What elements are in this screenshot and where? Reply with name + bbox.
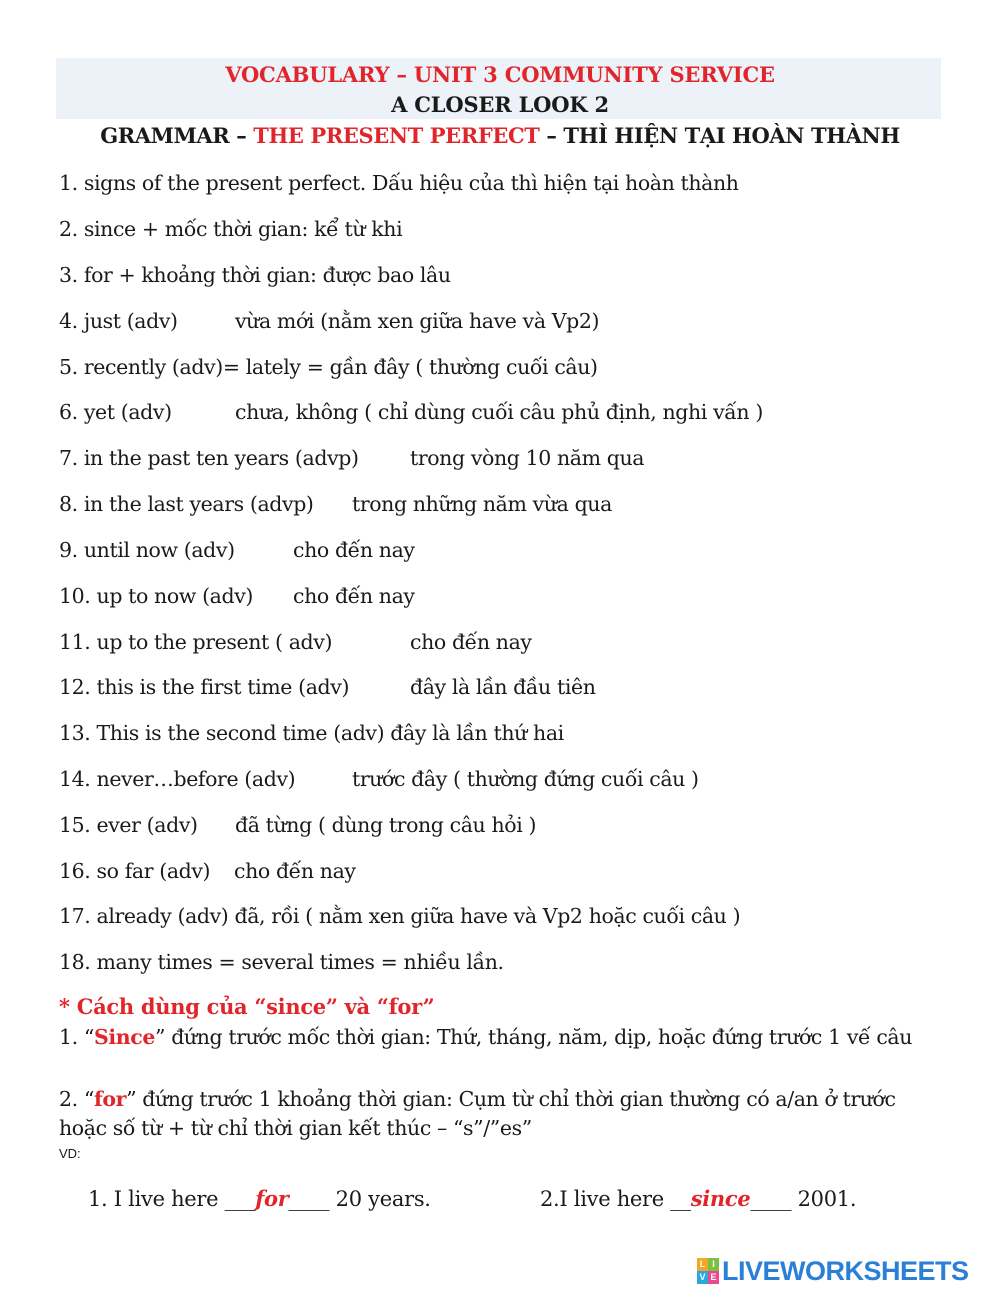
item-meaning: cho đến nay bbox=[293, 584, 415, 608]
item-meaning: đây là lần đầu tiên bbox=[410, 675, 596, 699]
example-2-suffix: ____ 2001. bbox=[750, 1187, 857, 1211]
item-meaning: trong vòng 10 năm qua bbox=[410, 446, 645, 470]
item-meaning: trước đây ( thường đứng cuối câu ) bbox=[352, 767, 699, 791]
item-term: 1. signs of the present perfect. Dấu hiệu của thì hiện tại hoàn thành bbox=[59, 171, 739, 195]
logo-tile: L bbox=[697, 1258, 708, 1271]
grammar-title-suffix: – THÌ HIỆN TẠI HOÀN THÀNH bbox=[539, 123, 900, 148]
answer-blank-for[interactable]: for bbox=[255, 1186, 289, 1211]
item-term: 11. up to the present ( adv) bbox=[59, 630, 333, 654]
item-term: 7. in the past ten years (advp) bbox=[59, 446, 359, 470]
item-term: 15. ever (adv) bbox=[59, 813, 198, 837]
item-term: 14. never…before (adv) bbox=[59, 767, 296, 791]
example-1-prefix: 1. I live here ___ bbox=[88, 1187, 256, 1211]
item-meaning: vừa mới (nằm xen giữa have và Vp2) bbox=[235, 309, 600, 333]
item-meaning: cho đến nay bbox=[410, 630, 532, 654]
item-term: 3. for + khoảng thời gian: được bao lâu bbox=[59, 263, 451, 287]
usage-p1-prefix: 1. “ bbox=[59, 1025, 94, 1049]
item-term: 9. until now (adv) bbox=[59, 538, 235, 562]
item-term: 2. since + mốc thời gian: kể từ khi bbox=[59, 217, 403, 241]
usage-for-paragraph bbox=[59, 1085, 939, 1143]
header-subtitle: A CLOSER LOOK 2 bbox=[391, 92, 609, 117]
logo-tile: E bbox=[708, 1271, 719, 1284]
usage-since-paragraph bbox=[59, 1023, 939, 1052]
for-keyword: for bbox=[93, 1087, 127, 1111]
grammar-title-prefix: GRAMMAR – bbox=[100, 123, 254, 148]
grammar-title-highlight: THE PRESENT PERFECT bbox=[253, 123, 540, 148]
usage-p2-rest: ” đứng trước 1 khoảng thời gian: Cụm từ chỉ thời gian thường có a/an ở trước hoặc số từ + từ chỉ thời gian kết thúc – “s”/”es” bbox=[59, 1087, 896, 1140]
item-term: 5. recently (adv)= lately = gần đây ( thường cuối câu) bbox=[59, 355, 598, 379]
item-term: 4. just (adv) bbox=[59, 309, 178, 333]
logo-tile: V bbox=[697, 1271, 708, 1284]
item-term: 10. up to now (adv) bbox=[59, 584, 253, 608]
item-meaning: cho đến nay bbox=[293, 538, 415, 562]
item-meaning: chưa, không ( chỉ dùng cuối câu phủ định, nghi vấn ) bbox=[235, 400, 763, 424]
logo-tile: I bbox=[708, 1258, 719, 1271]
liveworksheets-logo-text: LIVEWORKSHEETS bbox=[722, 1255, 969, 1286]
item-term: 13. This is the second time (adv) đây là lần thứ hai bbox=[59, 721, 564, 745]
item-meaning: cho đến nay bbox=[234, 859, 356, 883]
example-2-prefix: 2.I live here __ bbox=[540, 1187, 691, 1211]
item-term: 8. in the last years (advp) bbox=[59, 492, 314, 516]
header-title: VOCABULARY – UNIT 3 COMMUNITY SERVICE bbox=[225, 62, 775, 87]
liveworksheets-logo-icon bbox=[697, 1258, 719, 1284]
item-term: 17. already (adv) đã, rồi ( nằm xen giữa have và Vp2 hoặc cuối câu ) bbox=[59, 904, 741, 928]
item-term: 6. yet (adv) bbox=[59, 400, 172, 424]
item-meaning: trong những năm vừa qua bbox=[352, 492, 612, 516]
answer-blank-since[interactable]: since bbox=[690, 1186, 751, 1211]
item-term: 18. many times = several times = nhiều lần. bbox=[59, 950, 504, 974]
since-keyword: Since bbox=[93, 1025, 155, 1049]
item-term: 16. so far (adv) bbox=[59, 859, 211, 883]
usage-p2-prefix: 2. “ bbox=[59, 1087, 94, 1111]
item-term: 12. this is the first time (adv) bbox=[59, 675, 350, 699]
example-label: VD: bbox=[59, 1146, 81, 1161]
item-meaning: đã từng ( dùng trong câu hỏi ) bbox=[235, 813, 537, 837]
usage-p1-rest: ” đứng trước mốc thời gian: Thứ, tháng, năm, dịp, hoặc đứng trước 1 vế câu bbox=[155, 1025, 913, 1049]
usage-title: * Cách dùng của “since” và “for” bbox=[59, 994, 435, 1019]
grammar-title bbox=[0, 123, 1000, 148]
liveworksheets-logo bbox=[697, 1256, 969, 1286]
example-sentence-1 bbox=[88, 1186, 431, 1211]
example-1-suffix: ____ 20 years. bbox=[288, 1187, 431, 1211]
example-sentence-2 bbox=[540, 1186, 856, 1211]
